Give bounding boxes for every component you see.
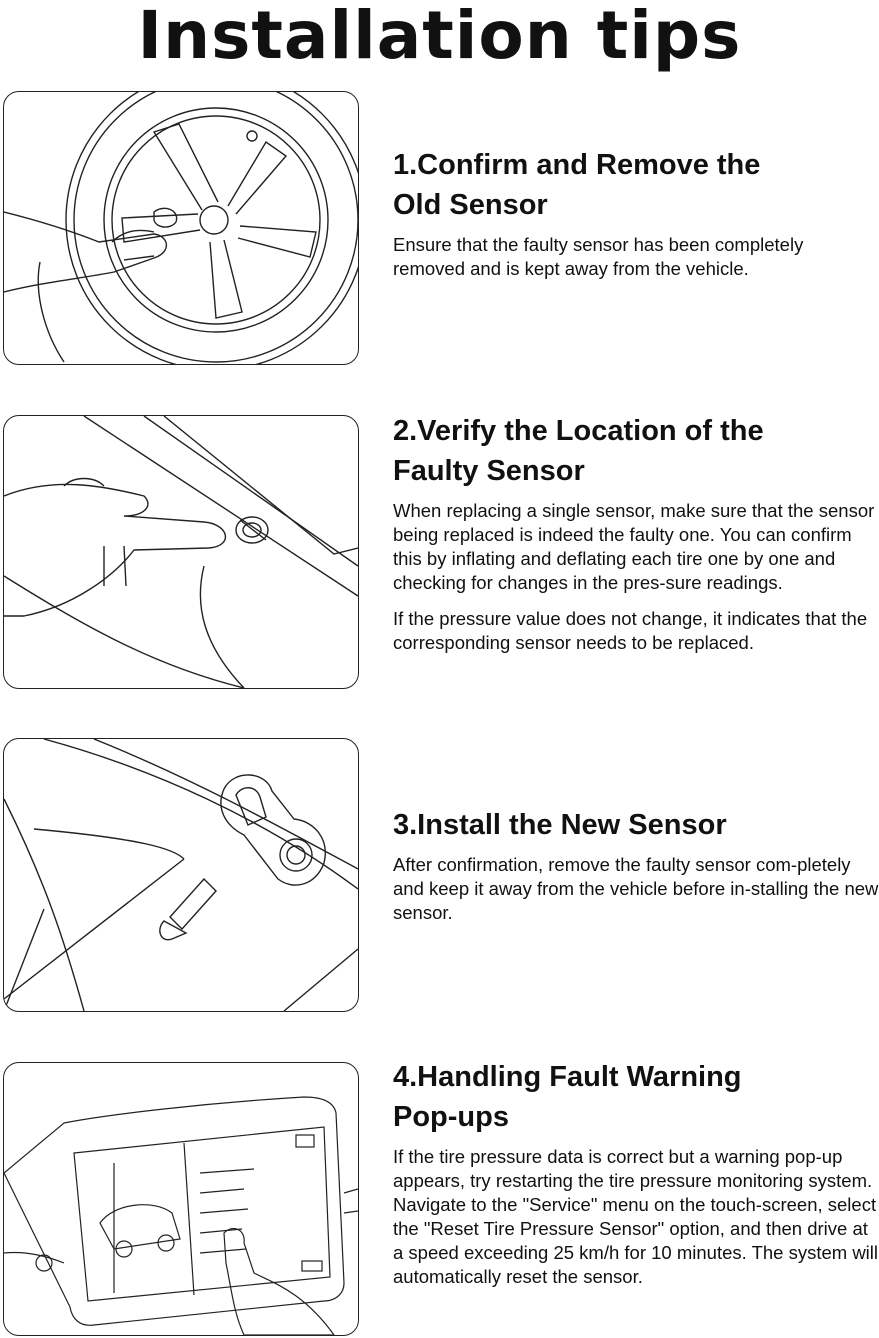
step-3: [393, 805, 879, 937]
step-text: When replacing a single sensor, make sure that the sensor being replaced is indeed the faulty one. You can confirm this by inflating and deflating each tire one by one and checking for changes in the pres-sure readings.: [393, 500, 875, 593]
step-2: [393, 411, 879, 667]
step-1: [393, 145, 879, 293]
illustration-touchscreen: [3, 1062, 359, 1336]
step-heading: 4.Handling Fault Warning Pop-ups: [393, 1061, 742, 1133]
step-4: [393, 1057, 879, 1301]
step-text: If the tire pressure data is correct but a warning pop-up appears, try restarting the tire pressure monitoring system. Navigate to the "Service" menu on the touch-screen, select the "Reset Tire Pressure Sensor" option, and then drive at a speed exceeding 25 km/h for 10 minutes. The system will automatically reset the sensor.: [393, 1146, 879, 1287]
illustration-install-sensor: [3, 738, 359, 1012]
step-heading: 2.Verify the Location of the Faulty Sensor: [393, 415, 764, 487]
step-text: Ensure that the faulty sensor has been completely removed and is kept away from the vehicle.: [393, 234, 804, 279]
step-text: After confirmation, remove the faulty sensor com-pletely and keep it away from the vehicle before in-stalling the new sensor.: [393, 854, 879, 923]
step-text: If the pressure value does not change, it indicates that the corresponding sensor needs to be replaced.: [393, 608, 868, 653]
step-heading: 3.Install the New Sensor: [393, 809, 727, 841]
step-heading: 1.Confirm and Remove the Old Sensor: [393, 149, 761, 221]
page-title: Installation tips: [137, 0, 742, 74]
illustration-remove-sensor: [3, 91, 359, 365]
illustration-verify-location: [3, 415, 359, 689]
